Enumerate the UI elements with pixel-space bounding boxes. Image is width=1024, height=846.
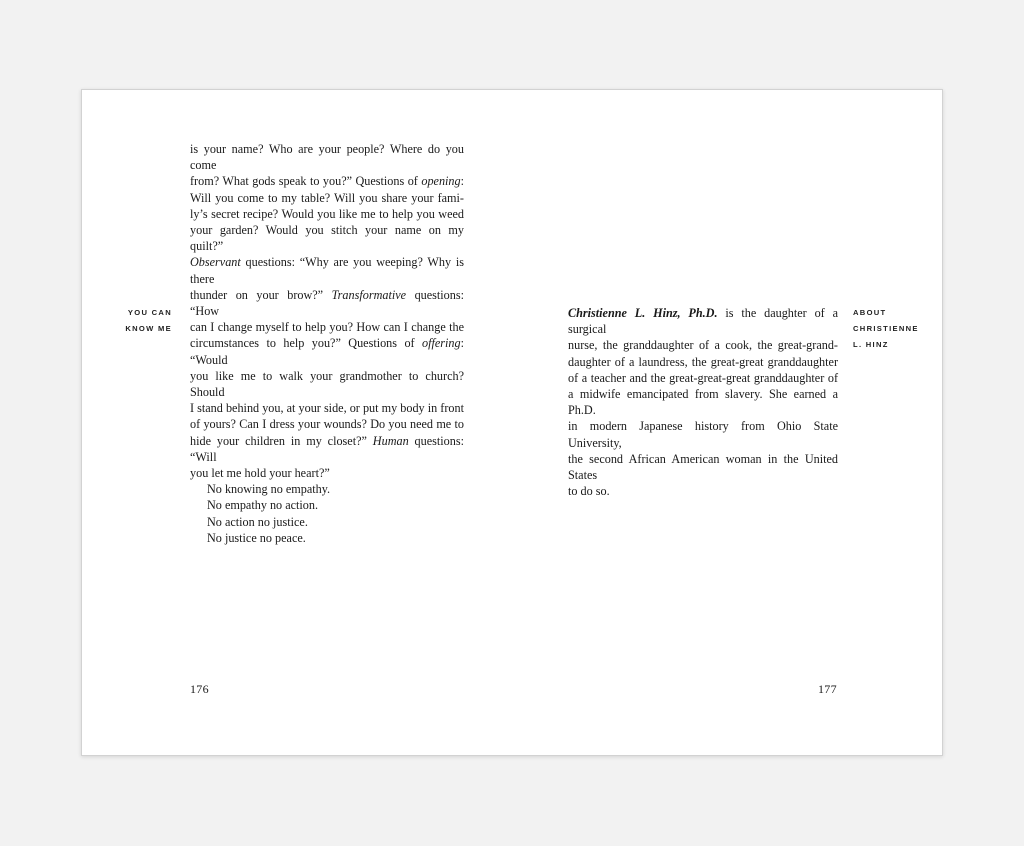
stanza-line: No justice no peace. — [207, 530, 306, 545]
text-line: hide your children in my closet?” Human questions: “Will — [190, 433, 464, 464]
text-line: nurse, the granddaughter of a cook, the great-grand- — [568, 338, 838, 353]
text-line: thunder on your brow?” Transformative questions: “How — [190, 287, 464, 319]
text-line: Christienne L. Hinz, Ph.D. is the daughter of a surgical — [568, 306, 838, 337]
text-line: ly’s secret recipe? Would you like me to help you weed — [190, 206, 464, 221]
stanza-line: No empathy no action. — [207, 498, 319, 513]
text-line: you like me to walk your grandmother to church? Should — [190, 368, 464, 400]
text-line: your garden? Would you stitch your name on my quilt?” — [190, 223, 464, 254]
text-line: the second African American woman in the United States — [568, 451, 838, 483]
left-running-head-line: YOU CAN — [127, 308, 172, 317]
text-line: from? What gods speak to you?” Questions of opening: — [190, 174, 464, 189]
text-line: is your name? Who are your people? Where do you come — [190, 142, 464, 173]
text-line: daughter of a laundress, the great-great granddaughter — [568, 354, 838, 369]
page-number-left: 176 — [190, 682, 209, 696]
text-line: I stand behind you, at your side, or put my body in front — [190, 401, 464, 416]
text-line: in modern Japanese history from Ohio State University, — [568, 419, 838, 450]
page-number-right: 177 — [818, 682, 837, 696]
text-line: of yours? Can I dress your wounds? Do you need me to — [190, 417, 464, 432]
left-running-head-line: KNOW ME — [125, 324, 172, 334]
right-page-body — [568, 305, 838, 499]
book-spread — [81, 89, 943, 756]
stanza-line: No action no justice. — [207, 514, 308, 529]
text-line: can I change myself to help you? How can I change the — [190, 320, 464, 335]
left-page-body — [190, 141, 464, 546]
text-line: a midwife emancipated from slavery. She earned a Ph.D. — [568, 387, 838, 418]
text-line: you let me hold your heart?” — [190, 466, 330, 481]
text-line: Will you come to my table? Will you share your fami- — [190, 190, 464, 205]
right-running-head-line: ABOUT — [853, 308, 887, 317]
stanza-line: No knowing no empathy. — [207, 482, 331, 497]
right-running-head — [853, 305, 919, 354]
right-running-head-line: CHRISTIENNE — [853, 324, 919, 334]
text-line: Observant questions: “Why are you weeping? Why is there — [190, 255, 464, 286]
right-running-head-line: L. HINZ — [853, 340, 889, 350]
left-running-head — [125, 305, 172, 337]
text-line: circumstances to help you?” Questions of offering: “Would — [190, 336, 464, 367]
text-line: of a teacher and the great-great-great granddaughter of — [568, 370, 838, 385]
text-line: to do so. — [568, 484, 610, 499]
